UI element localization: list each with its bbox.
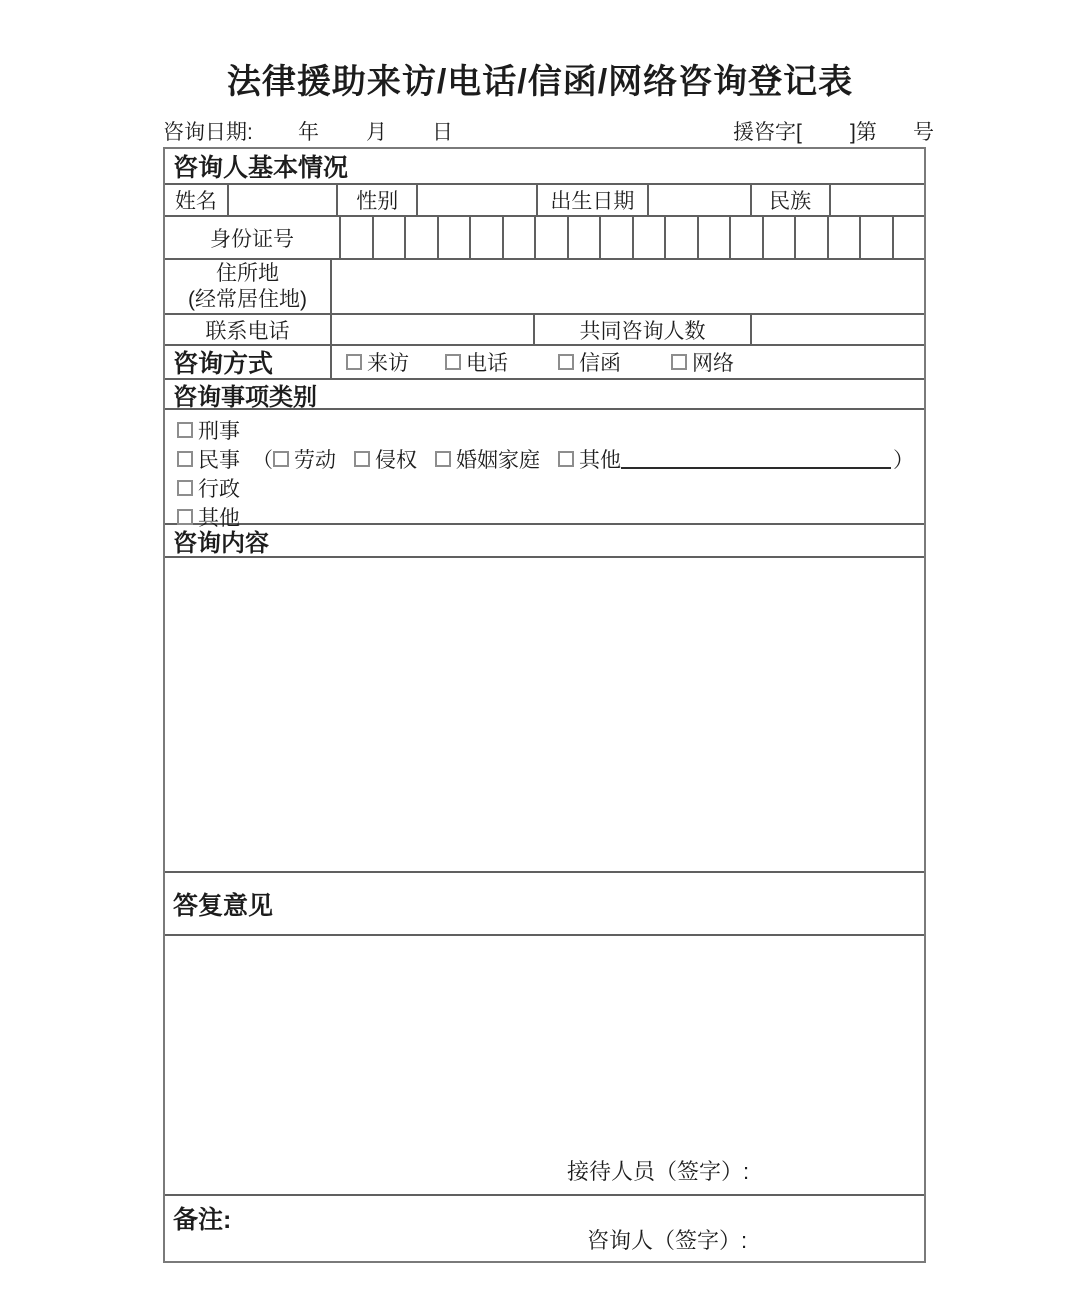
- birth-date-label: 出生日期: [538, 185, 650, 215]
- paren-close: ）: [893, 449, 914, 472]
- method-label: 咨询方式: [165, 346, 332, 378]
- section-basic-info-header: 咨询人基本情况: [165, 149, 924, 185]
- registration-form-table: [163, 147, 926, 1263]
- category-criminal[interactable]: [177, 416, 914, 444]
- name-field[interactable]: [229, 185, 338, 215]
- month-label: 月: [366, 121, 387, 144]
- checkbox-icon[interactable]: [671, 354, 687, 370]
- gender-label: 性别: [338, 185, 418, 215]
- ethnicity-field[interactable]: [831, 185, 924, 215]
- consult-date-label: 咨询日期:: [163, 121, 253, 144]
- name-row: [165, 185, 924, 217]
- id-digit-cell[interactable]: [406, 217, 439, 258]
- category-options: [165, 410, 924, 530]
- day-label: 日: [432, 121, 453, 144]
- year-label: 年: [298, 121, 319, 144]
- birth-date-field[interactable]: [649, 185, 751, 215]
- civil-other-blank-line[interactable]: [621, 449, 891, 469]
- checkbox-icon[interactable]: [177, 480, 193, 496]
- id-digit-cell[interactable]: [861, 217, 894, 258]
- id-digit-cell[interactable]: [341, 217, 374, 258]
- co-consultants-field[interactable]: [752, 315, 924, 344]
- phone-label: 联系电话: [165, 315, 332, 344]
- section-category-header: 咨询事项类别: [165, 380, 924, 410]
- id-digit-cell[interactable]: [439, 217, 472, 258]
- receiver-signature-label: 接待人员（签字）:: [567, 1159, 750, 1184]
- id-digit-cell[interactable]: [601, 217, 634, 258]
- co-consultants-label: 共同咨询人数: [535, 315, 751, 344]
- id-digit-cell[interactable]: [666, 217, 699, 258]
- id-digit-cell[interactable]: [731, 217, 764, 258]
- category-label: 刑事: [198, 420, 240, 443]
- id-number-cells[interactable]: [341, 217, 924, 258]
- category-administrative[interactable]: [177, 474, 914, 502]
- consultant-signature-label: 咨询人（签字）:: [587, 1228, 748, 1253]
- method-option-phone[interactable]: [445, 347, 508, 377]
- category-civil-other[interactable]: [558, 444, 621, 474]
- gender-field[interactable]: [418, 185, 537, 215]
- category-label: 其他: [198, 507, 240, 530]
- id-digit-cell[interactable]: [374, 217, 407, 258]
- residence-row: [165, 260, 924, 315]
- meta-row: [163, 116, 934, 144]
- category-sub-label: 劳动: [294, 449, 336, 472]
- section-reply-header: 答复意见: [165, 873, 924, 936]
- paren-open: （: [252, 449, 273, 472]
- content-field[interactable]: [165, 558, 924, 873]
- method-option-label: 网络: [691, 352, 734, 375]
- checkbox-icon[interactable]: [558, 354, 574, 370]
- category-civil-marriage-family[interactable]: [435, 444, 540, 474]
- id-digit-cell[interactable]: [634, 217, 667, 258]
- page-title: 法律援助来访/电话/信函/网络咨询登记表: [226, 63, 854, 101]
- remark-row[interactable]: [165, 1196, 924, 1261]
- checkbox-icon[interactable]: [558, 451, 574, 467]
- category-civil-line: [177, 445, 914, 473]
- method-option-label: 来访: [366, 352, 409, 375]
- id-digit-cell[interactable]: [699, 217, 732, 258]
- id-digit-cell[interactable]: [894, 217, 925, 258]
- ref-number-close: ]第: [850, 121, 877, 144]
- ref-number-suffix: 号: [913, 121, 934, 144]
- id-digit-cell[interactable]: [504, 217, 537, 258]
- phone-row: [165, 315, 924, 346]
- residence-label-line2: (经常居住地): [187, 287, 307, 311]
- residence-field[interactable]: [332, 260, 924, 313]
- category-civil-tort[interactable]: [354, 444, 417, 474]
- remark-label: 备注:: [173, 1206, 232, 1234]
- phone-field[interactable]: [332, 315, 535, 344]
- id-digit-cell[interactable]: [536, 217, 569, 258]
- checkbox-icon[interactable]: [346, 354, 362, 370]
- id-digit-cell[interactable]: [471, 217, 504, 258]
- residence-label-line1: 住所地: [215, 261, 279, 285]
- id-digit-cell[interactable]: [796, 217, 829, 258]
- checkbox-icon[interactable]: [177, 422, 193, 438]
- category-label: 民事: [198, 449, 240, 472]
- section-content-header: 咨询内容: [165, 525, 924, 558]
- name-label: 姓名: [165, 185, 229, 215]
- method-option-label: 信函: [578, 352, 621, 375]
- id-digit-cell[interactable]: [569, 217, 602, 258]
- ref-number-prefix: 援咨字[: [733, 121, 802, 144]
- method-option-network[interactable]: [671, 347, 734, 377]
- id-number-row: [165, 217, 924, 260]
- method-option-letter[interactable]: [558, 347, 621, 377]
- method-options: [332, 346, 924, 378]
- checkbox-icon[interactable]: [177, 451, 193, 467]
- method-option-visit[interactable]: [346, 347, 409, 377]
- id-digit-cell[interactable]: [829, 217, 862, 258]
- category-civil-labor[interactable]: [273, 444, 336, 474]
- checkbox-icon[interactable]: [445, 354, 461, 370]
- checkbox-icon[interactable]: [435, 451, 451, 467]
- category-sub-label: 其他: [579, 449, 621, 472]
- checkbox-icon[interactable]: [354, 451, 370, 467]
- method-row: [165, 346, 924, 380]
- checkbox-icon[interactable]: [273, 451, 289, 467]
- category-sub-label: 侵权: [375, 449, 417, 472]
- id-digit-cell[interactable]: [764, 217, 797, 258]
- reply-field[interactable]: [165, 936, 924, 1196]
- residence-label: [165, 260, 332, 313]
- category-sub-label: 婚姻家庭: [456, 449, 540, 472]
- id-number-label: 身份证号: [165, 217, 341, 258]
- category-label: 行政: [198, 478, 240, 501]
- method-option-label: 电话: [465, 352, 508, 375]
- ethnicity-label: 民族: [752, 185, 831, 215]
